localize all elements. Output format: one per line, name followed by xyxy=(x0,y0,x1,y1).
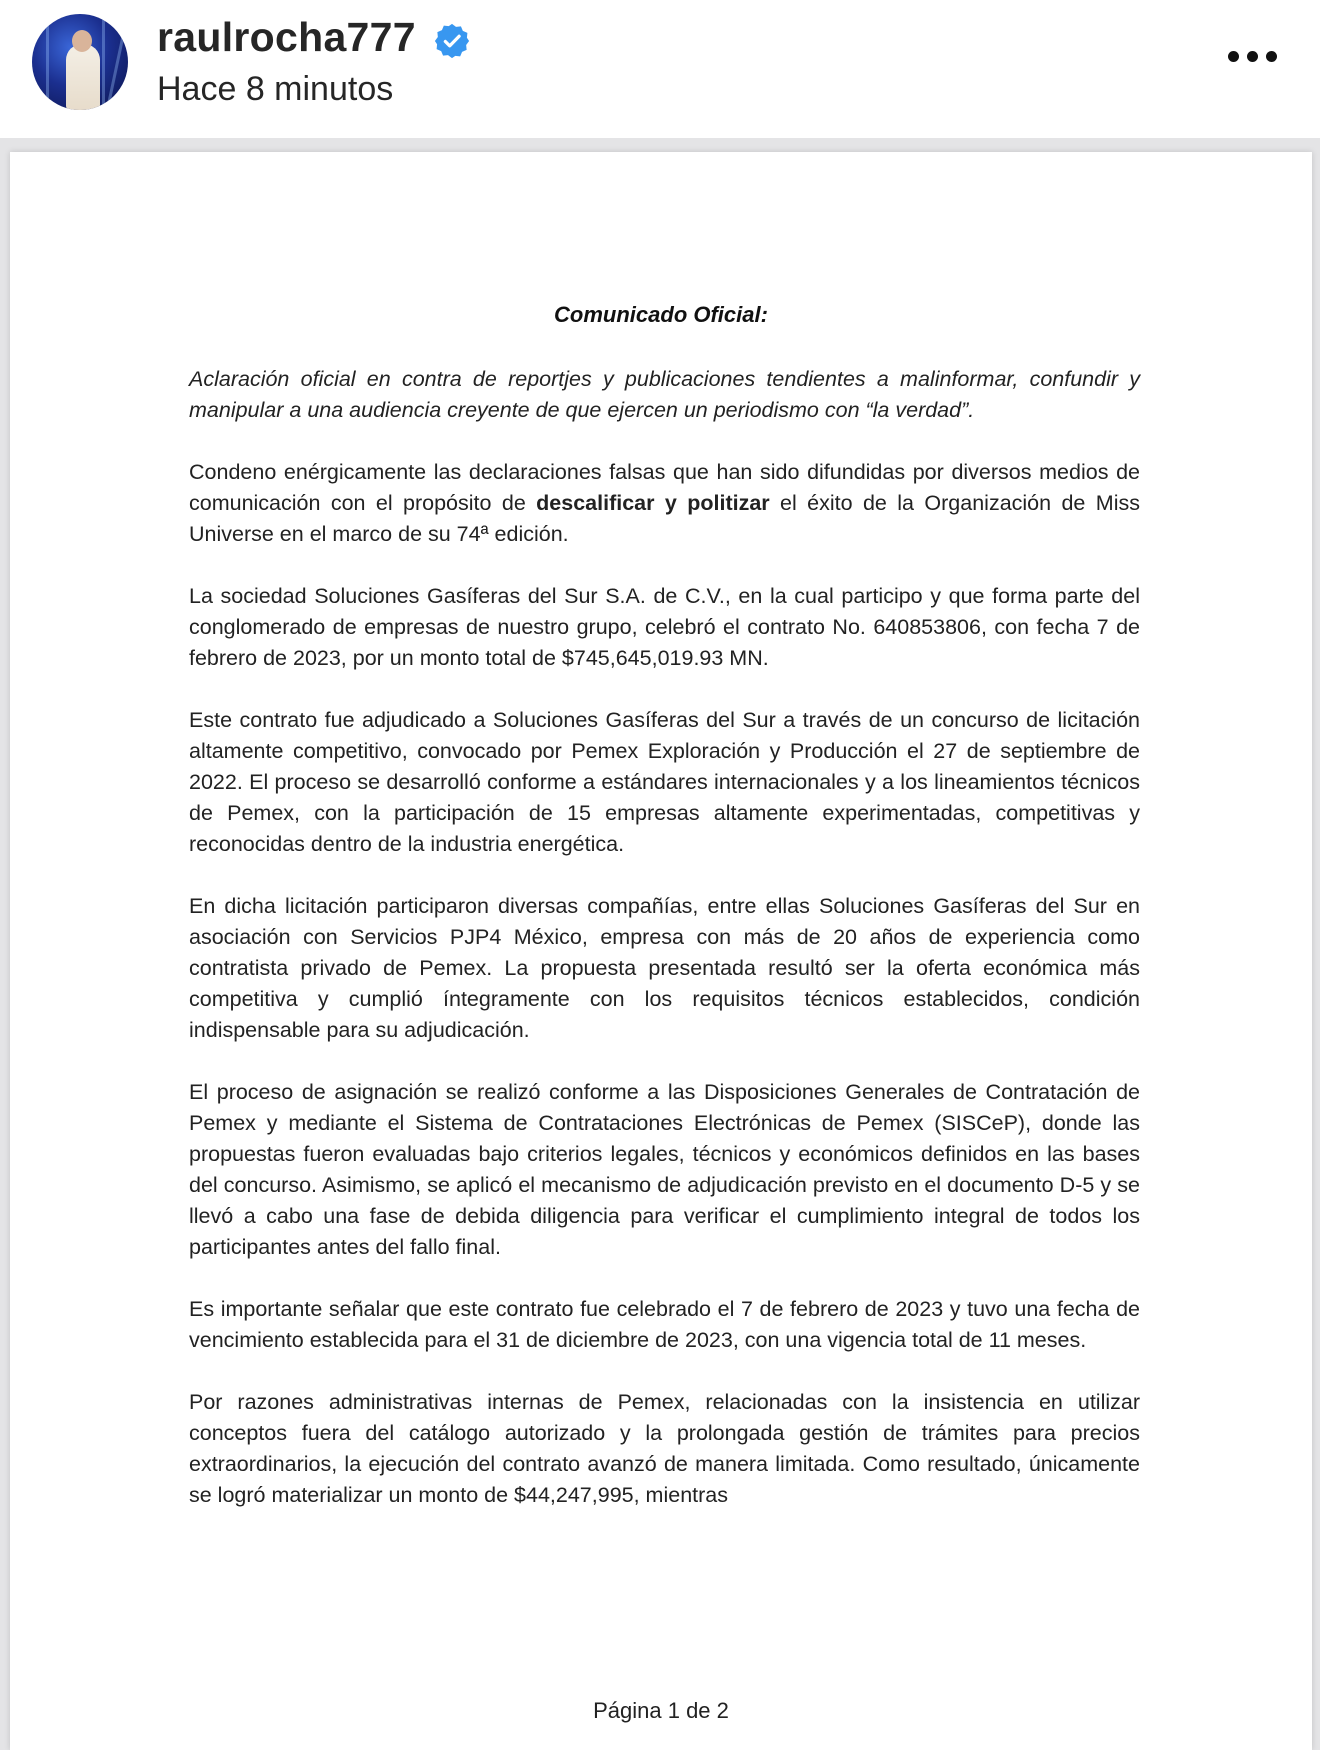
more-horizontal-icon xyxy=(1266,51,1277,62)
document-body xyxy=(189,364,1140,1542)
document-intro: Aclaración oficial en contra de reportjes y publicaciones tendientes a malinformar, confundir y manipular a una audiencia creyente de que ejercen un periodismo con “la verdad”. xyxy=(189,367,1140,422)
page-indicator: Página 1 de 2 xyxy=(593,1698,729,1723)
paragraph-bold-text: descalificar y politizar xyxy=(536,491,770,515)
avatar[interactable] xyxy=(32,14,128,110)
document-paragraph: Por razones administrativas internas de Pemex, relacionadas con la insistencia en utilizar conceptos fuera del catálogo autorizado y la prolongada gestión de trámites para precios extraordinarios, la ejecución del contrato avanzó de manera limitada. Como resultado, únicamente se logró materializar un monto de $44,247,995, mientras xyxy=(189,1390,1140,1507)
post-header xyxy=(0,0,1320,138)
avatar-figure xyxy=(66,44,100,110)
paragraph-text: el éxito de la Organización de Miss Universe en el marco de su 74ª edición. xyxy=(189,491,1140,546)
avatar-stage-light xyxy=(102,14,105,110)
avatar-stage-light xyxy=(106,15,128,110)
document-paragraph: Es importante señalar que este contrato fue celebrado el 7 de febrero de 2023 y tuvo una fecha de vencimiento establecida para el 31 de diciembre de 2023, con una vigencia total de 11 meses. xyxy=(189,1297,1140,1352)
avatar-head xyxy=(72,30,92,52)
username[interactable]: raulrocha777 xyxy=(157,14,416,60)
document-paragraph: En dicha licitación participaron diversas compañías, entre ellas Soluciones Gasíferas del Sur en asociación con Servicios PJP4 México, empresa con más de 20 años de experiencia como contratista privado de Pemex. La propuesta presentada resultó ser la oferta económica más competitiva y cumplió íntegramente con los requisitos técnicos establecidos, condición indispensable para su adjudicación. xyxy=(189,894,1140,1042)
paragraph-text: Condeno enérgicamente las declaraciones falsas que han sido difundidas por diversos medios de comunicación con el propósito de xyxy=(189,460,1140,515)
document-page xyxy=(10,152,1312,1750)
post-timestamp: Hace 8 minutos xyxy=(157,70,394,108)
document-paragraph xyxy=(189,457,1140,550)
more-horizontal-icon xyxy=(1247,51,1258,62)
more-options-button[interactable] xyxy=(1228,46,1278,68)
avatar-stage-light xyxy=(46,14,49,110)
document-paragraph: El proceso de asignación se realizó conforme a las Disposiciones Generales de Contratación de Pemex y mediante el Sistema de Contrataciones Electrónicas de Pemex (SISCeP), donde las propuestas fueron evaluadas bajo criterios legales, técnicos y económicos definidos en las bases del concurso. Asimismo, se aplicó el mecanismo de adjudicación previsto en el documento D-5 y se llevó a cabo una fase de debida diligencia para verificar el cumplimiento integral de todos los participantes antes del fallo final. xyxy=(189,1080,1140,1259)
document-title: Comunicado Oficial: xyxy=(554,302,768,327)
document-paragraph: Este contrato fue adjudicado a Soluciones Gasíferas del Sur a través de un concurso de licitación altamente competitivo, convocado por Pemex Exploración y Producción el 27 de septiembre de 2022. El proceso se desarrolló conforme a estándares internacionales y a los lineamientos técnicos de Pemex, con la participación de 15 empresas altamente experimentadas, competitivas y reconocidas dentro de la industria energética. xyxy=(189,708,1140,856)
verified-badge-icon xyxy=(433,22,471,60)
more-horizontal-icon xyxy=(1228,51,1239,62)
document-paragraph: La sociedad Soluciones Gasíferas del Sur S.A. de C.V., en la cual participo y que forma parte del conglomerado de empresas de nuestro grupo, celebró el contrato No. 640853806, con fecha 7 de febrero de 2023, por un monto total de $745,645,019.93 MN. xyxy=(189,584,1140,670)
